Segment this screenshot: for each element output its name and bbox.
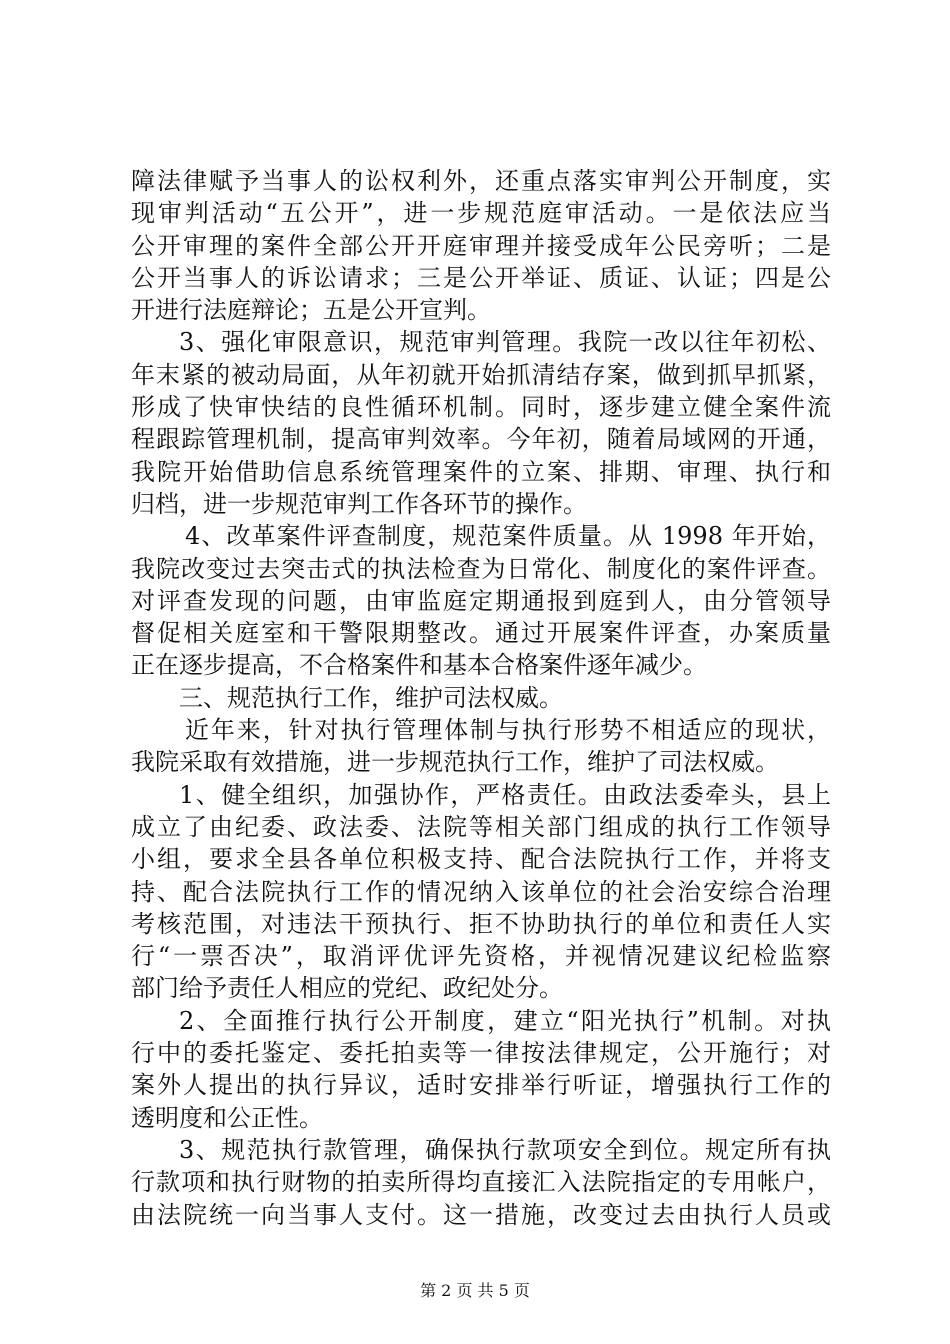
text-line: 我院采取有效措施，进一步规范执行工作，维护了司法权威。 (131, 748, 779, 777)
body-text (131, 165, 831, 1231)
text-line: 考核范围，对违法干预执行、拒不协助执行的单位和责任人实 (131, 909, 831, 938)
text-line: 年末紧的被动局面，从年初就开始抓清结存案，做到抓早抓紧， (131, 360, 831, 389)
text-line: 障法律赋予当事人的讼权利外，还重点落实审判公开制度，实 (131, 167, 831, 195)
text-line: 2、全面推行执行公开制度，建立“阳光执行”机制。对执 (179, 1006, 831, 1035)
text-line: 开进行法庭辩论；五是公开宣判。 (131, 296, 491, 325)
text-line: 持、配合法院执行工作的情况纳入该单位的社会治安综合治理 (131, 877, 831, 906)
text-line: 透明度和公正性。 (131, 1103, 323, 1132)
text-line: 我院改变过去突击式的执法检查为日常化、制度化的案件评查。 (131, 554, 831, 583)
text-line: 1、健全组织，加强协作，严格责任。由政法委牵头，县上 (179, 780, 831, 809)
text-line: 程跟踪管理机制，提高审判效率。今年初，随着局域网的开通， (131, 425, 831, 454)
text-line: 成立了由纪委、政法委、法院等相关部门组成的执行工作领导 (131, 812, 831, 841)
text-line: 3、规范执行款管理，确保执行款项安全到位。规定所有执 (179, 1135, 831, 1164)
text-line: 行款项和执行财物的拍卖所得均直接汇入法院指定的专用帐户， (131, 1168, 831, 1197)
text-line: 正在逐步提高，不合格案件和基本合格案件逐年减少。 (131, 651, 707, 680)
text-line: 对评查发现的问题，由审监庭定期通报到庭到人，由分管领导 (131, 586, 831, 615)
text-line: 三、规范执行工作，维护司法权威。 (179, 683, 563, 712)
text-line: 形成了快审快结的良性循环机制。同时，逐步建立健全案件流 (131, 393, 831, 422)
text-line: 行“一票否决”，取消评优评先资格，并视情况建议纪检监察 (131, 942, 831, 971)
text-line: 公开当事人的诉讼请求；三是公开举证、质证、认证；四是公 (131, 263, 831, 292)
text-line: 现审判活动“五公开”，进一步规范庭审活动。一是依法应当 (131, 199, 831, 228)
text-line: 由法院统一向当事人支付。这一措施，改变过去由执行人员或 (131, 1200, 831, 1229)
text-line: 案外人提出的执行异议，适时安排举行听证，增强执行工作的 (131, 1071, 831, 1100)
text-line: 部门给予责任人相应的党纪、政纪处分。 (131, 974, 563, 1003)
text-line: 近年来，针对执行管理体制与执行形势不相适应的现状， (185, 716, 831, 745)
text-line: 我院开始借助信息系统管理案件的立案、排期、审理、执行和 (131, 457, 831, 486)
text-line: 小组，要求全县各单位积极支持、配合法院执行工作，并将支 (131, 845, 831, 874)
page-footer: 第 2 页 共 5 页 (420, 1281, 530, 1300)
text-line: 督促相关庭室和干警限期整改。通过开展案件评查，办案质量 (131, 619, 831, 648)
text-line: 归档，进一步规范审判工作各环节的操作。 (131, 489, 587, 518)
text-line: 行中的委托鉴定、委托拍卖等一律按法律规定，公开施行；对 (131, 1039, 831, 1068)
text-line: 4、改革案件评查制度，规范案件质量。从 1998 年开始， (185, 522, 831, 551)
text-line: 公开审理的案件全部公开开庭审理并接受成年公民旁听；二是 (131, 231, 831, 260)
text-line: 3、强化审限意识，规范审判管理。我院一改以往年初松、 (179, 328, 831, 357)
